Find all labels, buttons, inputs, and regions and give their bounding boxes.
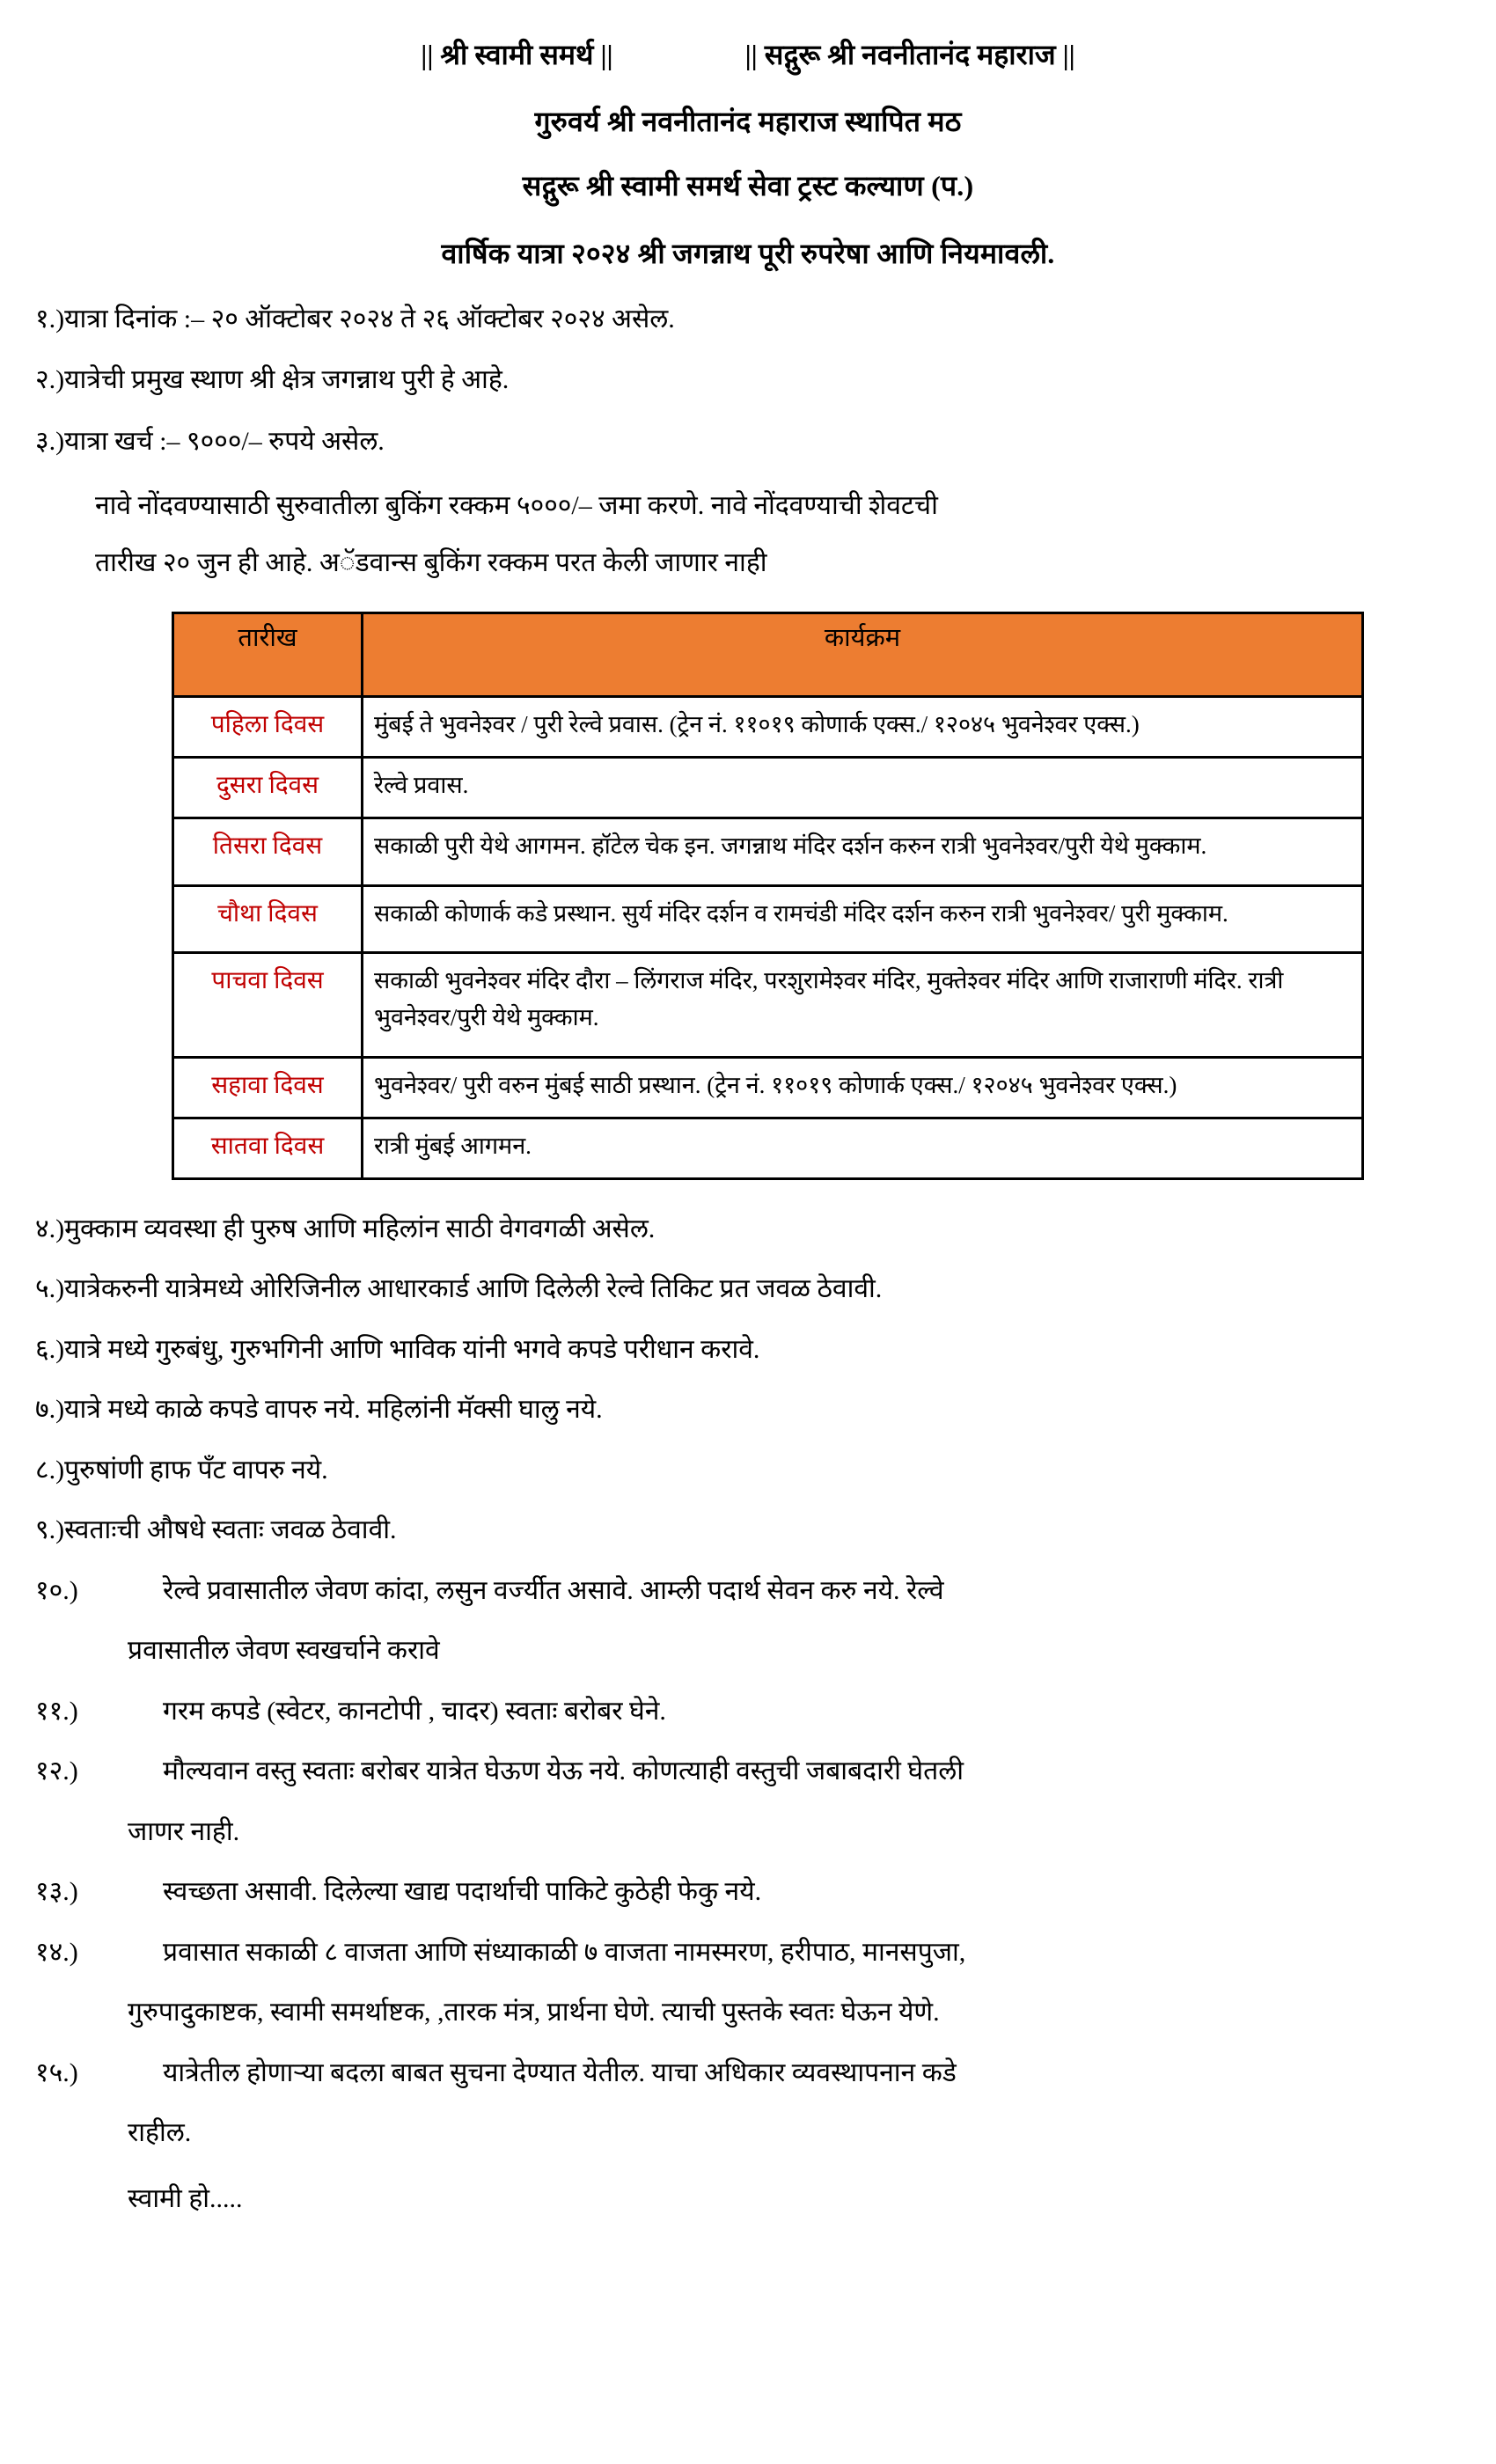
rule-item [35, 361, 1461, 400]
day-program: सकाळी पुरी येथे आगमन. हॉटेल चेक इन. जगन्नाथ मंदिर दर्शन करुन रात्री भुवनेश्वर/पुरी येथे मुक्काम. [363, 818, 1363, 885]
rule-text: गरम कपडे (स्वेटर, कानटोपी , चादर) स्वताः बरोबर घेने. [163, 1696, 666, 1726]
day-program: सकाळी भुवनेश्वर मंदिर दौरा – लिंगराज मंदिर, परशुरामेश्वर मंदिर, मुक्तेश्वर मंदिर आणि राजाराणी मंदिर. रात्री भुवनेश्वर/पुरी येथे मुक्काम. [363, 953, 1363, 1058]
rule-text: पुरुषांणी हाफ पँट वापरु नये. [64, 1455, 328, 1485]
salutation-right: || सद्गुरू श्री नवनीतानंद महाराज || [744, 39, 1075, 70]
rule-item [35, 1511, 1461, 1550]
day-program: भुवनेश्वर/ पुरी वरुन मुंबई साठी प्रस्थान. (ट्रेन नं. ११०१९ कोणार्क एक्स./ १२०४५ भुवनेश्वर एक्स.) [363, 1058, 1363, 1118]
schedule-table [172, 612, 1364, 1180]
booking-note [35, 483, 1461, 585]
rule-number: ३.) [35, 426, 65, 456]
table-row [173, 757, 1363, 818]
rule-item [35, 300, 1461, 339]
day-program: रेल्वे प्रवास. [363, 757, 1363, 818]
day-label: पहिला दिवस [173, 697, 363, 758]
rule-text: स्वच्छता असावी. दिलेल्या खाद्य पदार्थाची पाकिटे कुठेही फेकु नये. [163, 1877, 762, 1907]
page-title: वार्षिक यात्रा २०२४ श्री जगन्नाथ पूरी रुपरेषा आणि नियमावली. [441, 238, 1055, 270]
column-header-program: कार्यक्रम [363, 613, 1363, 697]
day-label: सहावा दिवस [173, 1058, 363, 1118]
rule-text: यात्रेची प्रमुख स्थाण श्री क्षेत्र जगन्नाथ पुरी हे आहे. [64, 365, 510, 395]
rule-text-continuation: गुरुपादुकाष्टक, स्वामी समर्थाष्टक, ,तारक मंत्र, प्रार्थना घेणे. त्याची पुस्तके स्वतः घेऊन येणे. [128, 1998, 940, 2028]
rule-text-continuation: जाणर नाही. [128, 1816, 240, 1846]
rule-text: यात्रेतील होणाऱ्या बदला बाबत सुचना देण्यात येतील. याचा अधिकार व्यवस्थापनान कडे [163, 2057, 957, 2087]
rule-text: प्रवासात सकाळी ८ वाजता आणि संध्याकाळी ७ वाजता नामस्मरण, हरीपाठ, मानसपुजा, [163, 1937, 966, 1967]
rule-text: यात्रा खर्च :– ९०००/– रुपये असेल. [64, 426, 385, 456]
rule-number: २.) [35, 365, 65, 395]
rule-number: ६.) [35, 1334, 65, 1364]
booking-note-line-1: नावे नोंदवण्यासाठी सुरुवातीला बुकिंग रक्कम ५०००/– जमा करणे. नावे नोंदवण्याची शेवटची [95, 491, 938, 521]
day-label: तिसरा दिवस [173, 818, 363, 885]
column-header-date: तारीख [173, 613, 363, 697]
document-body [0, 300, 1496, 2215]
table-header-row [173, 613, 1363, 697]
table-row [173, 1058, 1363, 1118]
day-label: सातवा दिवस [173, 1118, 363, 1178]
table-row [173, 885, 1363, 953]
rule-item [35, 1572, 1461, 1610]
rule-number: १३.) [35, 1877, 78, 1907]
rule-number: १.) [35, 304, 65, 334]
table-row [173, 697, 1363, 758]
table-body [173, 697, 1363, 1179]
rules-indented-list [35, 1572, 1461, 2152]
rule-number: १५.) [35, 2057, 78, 2087]
rule-item [35, 1270, 1461, 1309]
rule-number: १४.) [35, 1937, 78, 1967]
rule-item [35, 1752, 1461, 1791]
rule-item [35, 1933, 1461, 1972]
rule-text: मुक्काम व्यवस्था ही पुरुष आणि महिलांन साठी वेगवगळी असेल. [64, 1214, 656, 1243]
rule-number: ८.) [35, 1455, 65, 1485]
rules-bottom-list [35, 1210, 1461, 1550]
org-line-trust: सद्गुरू श्री स्वामी समर्थ सेवा ट्रस्ट कल्याण (प.) [522, 170, 974, 202]
rule-text: यात्रे मध्ये काळे कपडे वापरु नये. महिलांनी मॅक्सी घालु नये. [64, 1395, 603, 1425]
table-row [173, 953, 1363, 1058]
day-label: दुसरा दिवस [173, 757, 363, 818]
rule-item [35, 1873, 1461, 1911]
rule-item [35, 1390, 1461, 1429]
rule-number: १०.) [35, 1575, 78, 1605]
rule-item [35, 422, 1461, 461]
rule-item [35, 1692, 1461, 1731]
rule-text: यात्रेकरुनी यात्रेमध्ये ओरिजिनील आधारकार्ड आणि दिलेली रेल्वे तिकिट प्रत जवळ ठेवावी. [64, 1274, 883, 1304]
schedule-table-wrapper [172, 612, 1364, 1180]
rule-text: स्वताःची औषधे स्वताः जवळ ठेवावी. [64, 1515, 397, 1545]
rule-text: मौल्यवान वस्तु स्वताः बरोबर यात्रेत घेऊण येऊ नये. कोणत्याही वस्तुची जबाबदारी घेतली [163, 1756, 964, 1786]
table-row [173, 1118, 1363, 1178]
day-label: पाचवा दिवस [173, 953, 363, 1058]
rule-text-continuation: राहील. [128, 2118, 192, 2148]
document-header [0, 0, 1496, 274]
rule-number: ९.) [35, 1515, 65, 1545]
day-label: चौथा दिवस [173, 885, 363, 953]
rule-number: ४.) [35, 1214, 65, 1243]
day-program: रात्री मुंबई आगमन. [363, 1118, 1363, 1178]
rule-text: यात्रे मध्ये गुरुबंधु, गुरुभगिनी आणि भाविक यांनी भगवे कपडे परीधान करावे. [64, 1334, 760, 1364]
booking-note-line-2: तारीख २० जुन ही आहे. अॅडवान्स बुकिंग रक्कम परत केली जाणार नाही [95, 548, 767, 578]
rule-item [35, 1451, 1461, 1490]
org-line-math: गुरुवर्य श्री नवनीतानंद महाराज स्थापित मठ [534, 106, 962, 137]
rule-text-continuation: प्रवासातील जेवण स्वखर्चाने करावे [128, 1636, 440, 1666]
closing-line: स्वामी हो..... [128, 2183, 243, 2213]
table-head [173, 613, 1363, 697]
rule-number: १२.) [35, 1756, 78, 1786]
day-program: सकाळी कोणार्क कडे प्रस्थान. सुर्य मंदिर दर्शन व रामचंडी मंदिर दर्शन करुन रात्री भुवनेश्वर/ पुरी मुक्काम. [363, 885, 1363, 953]
rule-number: ५.) [35, 1274, 65, 1304]
rule-number: ७.) [35, 1395, 65, 1425]
salutation-left: || श्री स्वामी समर्थ || [421, 39, 613, 70]
table-row [173, 818, 1363, 885]
rule-item [35, 1210, 1461, 1249]
rule-text: रेल्वे प्रवासातील जेवण कांदा, लसुन वर्ज्यीत असावे. आम्ली पदार्थ सेवन करु नये. रेल्वे [163, 1575, 944, 1605]
rules-top-list [35, 300, 1461, 461]
rule-text: यात्रा दिनांक :– २० ऑक्टोबर २०२४ ते २६ ऑक्टोबर २०२४ असेल. [64, 304, 675, 334]
rule-item [35, 1331, 1461, 1369]
rule-item [35, 2054, 1461, 2093]
day-program: मुंबई ते भुवनेश्वर / पुरी रेल्वे प्रवास. (ट्रेन नं. ११०१९ कोणार्क एक्स./ १२०४५ भुवनेश्वर एक्स.) [363, 697, 1363, 758]
rule-number: ११.) [35, 1696, 78, 1726]
salutation-row [0, 35, 1496, 73]
